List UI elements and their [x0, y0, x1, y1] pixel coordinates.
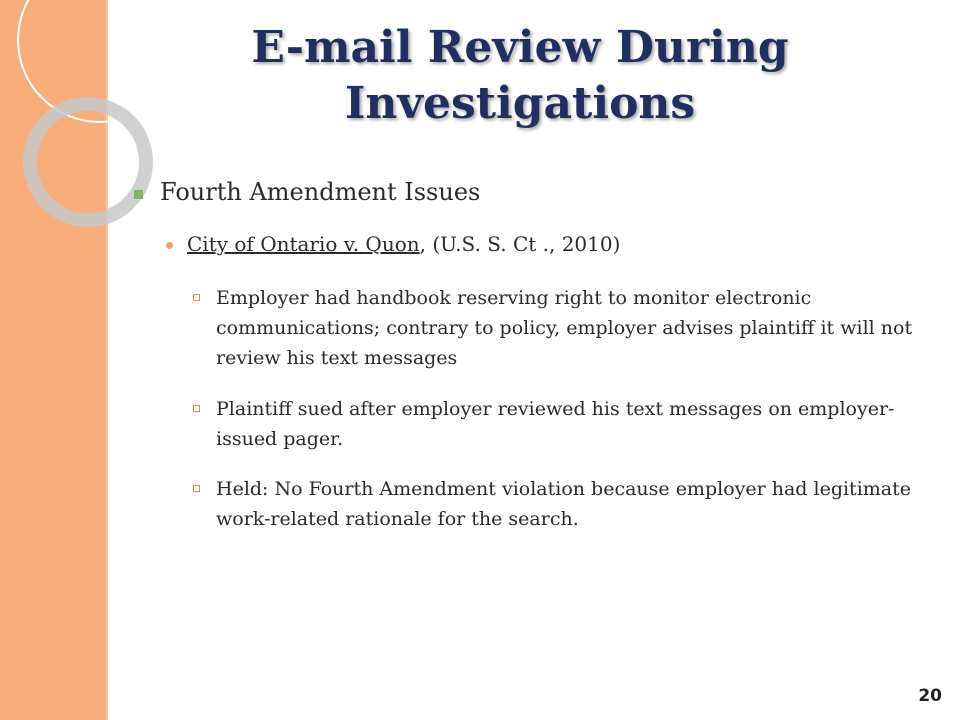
point-text: Held: No Fourth Amendment violation because employer had legitimate work-related rationale for the search. [216, 478, 911, 530]
title-line-2: Investigations [344, 78, 696, 129]
bullet-level3-point-3 [193, 474, 928, 534]
point-text: Plaintiff sued after employer reviewed his text messages on employer-issued pager. [216, 398, 895, 450]
square-bullet-icon [193, 405, 200, 412]
title-line-1: E-mail Review During [251, 22, 789, 73]
orange-dot-bullet-icon [166, 242, 173, 249]
page-number: 20 [918, 686, 942, 706]
bullet-level3-point-1 [193, 283, 928, 373]
square-bullet-icon [193, 485, 200, 492]
slide-title [160, 20, 880, 132]
case-name: City of Ontario v. Quon [187, 232, 420, 256]
bullet-level1 [134, 178, 924, 206]
bullet-level2-case [166, 232, 926, 256]
case-citation [187, 232, 620, 256]
bullet-level3-point-2 [193, 394, 928, 454]
point-text: Employer had handbook reserving right to monitor electronic communications; contrary to policy, employer advises plaintiff it will not review his text messages [216, 287, 913, 369]
green-square-bullet-icon [134, 190, 143, 199]
case-court-year: , (U.S. S. Ct ., 2010) [419, 232, 621, 256]
bullet-text: Fourth Amendment Issues [160, 178, 481, 206]
square-bullet-icon [193, 294, 200, 301]
